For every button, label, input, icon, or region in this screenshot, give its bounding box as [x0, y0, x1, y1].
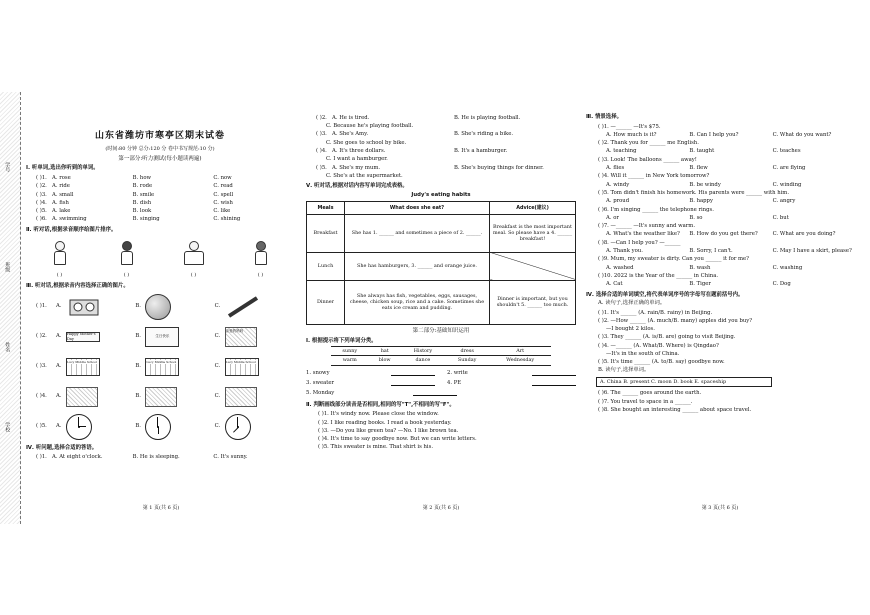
- option-b[interactable]: B. smile: [132, 191, 155, 198]
- pronunciation-question[interactable]: ( )4. It's time to say goodbye now. But we can write letters.: [318, 436, 477, 443]
- question-number: ( )1.: [36, 454, 47, 461]
- question-number: ( )2.: [316, 114, 327, 121]
- option-b[interactable]: B. It's a hamburger.: [454, 148, 508, 155]
- birthday-cake-icon[interactable]: 生日快乐: [145, 327, 179, 347]
- question-stem: ( )3. Look! The balloons ______ away!: [598, 156, 697, 163]
- picture-question: [26, 412, 294, 442]
- school-building-icon[interactable]: [225, 358, 259, 376]
- options-row: [586, 197, 856, 205]
- meal-cell: Breakfast: [307, 214, 345, 252]
- page-footer: 第 2 页(共 6 页): [422, 505, 460, 511]
- options-row: [586, 131, 856, 139]
- page-2: [306, 114, 576, 526]
- option-c[interactable]: C. She's at the supermarket.: [326, 172, 403, 179]
- word-cell: Art: [489, 347, 551, 356]
- advice-cell[interactable]: Breakfast is the most important meal. So please have a 4. ______ breakfast!: [490, 214, 576, 252]
- options-row: [586, 231, 856, 239]
- option-b[interactable]: B. singing: [132, 216, 160, 223]
- option-a[interactable]: A. lake: [52, 208, 71, 215]
- eat-cell[interactable]: She has hamburgers, 3. ______ and orange juice.: [345, 252, 490, 280]
- section-heading: Ⅱ. 判断画线部分读音是否相同,相同的写"T",不相同的写"F"。: [306, 401, 455, 408]
- question-number: ( )4.: [316, 148, 327, 155]
- word-cell: hat: [369, 347, 401, 356]
- fill-question[interactable]: ( )5. It's time ______ (A. to/B. say) goodbye now.: [598, 359, 725, 366]
- classify-item: 1. snowy: [306, 370, 330, 377]
- blank-line[interactable]: [532, 381, 554, 386]
- pronunciation-question[interactable]: ( )5. This sweater is mine. That shirt is his.: [318, 444, 434, 451]
- option-label: C.: [214, 423, 221, 430]
- answer-paren[interactable]: ( ): [123, 271, 130, 278]
- option-c[interactable]: C. I want a hamburger.: [326, 156, 388, 163]
- option-b[interactable]: B. She's riding a bike.: [454, 131, 514, 138]
- blank-line[interactable]: [391, 381, 413, 386]
- girl-singing-picture: [249, 241, 273, 267]
- question-number: ( )1.: [36, 174, 47, 181]
- advice-cell-empty: [490, 252, 576, 280]
- question-row: [306, 147, 576, 155]
- question-stem: ( )1. —______ —It's $75.: [598, 123, 661, 130]
- options-row: [586, 181, 856, 189]
- classify-item: 4. PE: [447, 380, 462, 387]
- blank-line[interactable]: [413, 381, 435, 386]
- option-label: A.: [56, 303, 62, 310]
- options-row: [586, 214, 856, 222]
- option-c[interactable]: C. like: [213, 208, 231, 215]
- clock-icon[interactable]: [145, 414, 171, 440]
- question-number: ( )3.: [316, 131, 327, 138]
- col-header: Advice(建议): [490, 201, 576, 214]
- section-heading: Ⅳ. 听问题,选择合适的答语。: [26, 444, 98, 451]
- word-bank-table: [331, 346, 551, 365]
- options-row: [586, 264, 856, 272]
- option-c[interactable]: C. May I have a skirt, please?: [772, 248, 852, 255]
- clock-icon[interactable]: [66, 414, 92, 440]
- word-cell: sunny: [331, 347, 369, 356]
- school-name: Lucy Middle School: [225, 359, 256, 364]
- option-b[interactable]: B. Tiger: [689, 281, 711, 288]
- option-b[interactable]: B. how: [132, 174, 152, 181]
- answer-paren[interactable]: ( ): [257, 271, 264, 278]
- option-label: B.: [135, 333, 141, 340]
- section-heading: Ⅰ. 根据提示将下列单词分类。: [306, 337, 377, 344]
- question-row: [306, 114, 576, 122]
- advice-cell[interactable]: Dinner is important, but you shouldn't 5. ______ too much.: [490, 280, 576, 324]
- school-name: Lucy Middle School: [67, 359, 98, 364]
- section-heading: Ⅲ. 情景选择。: [586, 114, 622, 120]
- option-label: A.: [56, 393, 62, 400]
- option-b[interactable]: B. happy: [689, 198, 713, 205]
- option-c[interactable]: C. What are you doing?: [772, 231, 836, 238]
- option-a[interactable]: A. How much is it?: [606, 131, 657, 138]
- word-cell: dress: [445, 347, 489, 356]
- option-c[interactable]: C. but: [772, 214, 789, 221]
- pronunciation-question[interactable]: ( )3. —Do you like green tea? —No. I like brown tea.: [318, 427, 459, 434]
- option-a[interactable]: A. flies: [606, 165, 625, 172]
- boy-picture: [48, 241, 72, 267]
- sub-heading: B. 读句子,选择单词。: [598, 366, 650, 373]
- option-c[interactable]: C. wish: [213, 199, 233, 206]
- question-stem: ( )6. I'm singing ______ the telephone rings.: [598, 206, 714, 213]
- option-a[interactable]: A. ride: [52, 183, 70, 190]
- option-c[interactable]: C. She goes to school by bike.: [326, 139, 407, 146]
- eat-cell: She always has fish, vegetables, eggs, sausages, cheese, chicken soup, rice and a cake. Sometimes she eats ice cream and pudding.: [345, 280, 490, 324]
- option-b[interactable]: B. How do you get there?: [689, 231, 758, 238]
- letter-text: 亲爱的妈妈: [225, 328, 244, 333]
- section-heading: Ⅳ. 选择合适的单词填空,将代表单词序号的字母写在题前括号内。: [586, 291, 744, 298]
- option-label: C.: [214, 363, 221, 370]
- eating-habits-table: [306, 201, 576, 325]
- option-b[interactable]: B. rode: [132, 183, 153, 190]
- option-b[interactable]: B. She's buying things for dinner.: [454, 164, 544, 171]
- fill-question[interactable]: —It's in the south of China.: [606, 351, 680, 358]
- option-c[interactable]: C. read: [213, 183, 233, 190]
- question-number: ( )5.: [36, 423, 47, 430]
- classify-item: 2. write: [447, 370, 468, 377]
- child-arms-up-picture: [182, 241, 206, 267]
- option-a[interactable]: A. It's three dollars.: [332, 148, 386, 155]
- section-heading: Ⅱ. 听对话,根据录音顺序给图片排序。: [26, 226, 117, 233]
- option-c[interactable]: C. It's sunny.: [213, 454, 248, 461]
- word-cell: Wednesday: [489, 356, 551, 365]
- option-label: B.: [135, 303, 141, 310]
- question-row: [306, 131, 576, 139]
- question-stem: ( )7. —______ —It's sunny and warm.: [598, 223, 696, 230]
- classify-row: [306, 389, 576, 399]
- exam-meta: (时间:80 分钟 总分:120 分 卷中书写规范:10 分): [105, 146, 215, 153]
- question-row: [26, 199, 294, 207]
- girl-picture: [115, 241, 139, 267]
- question-row: [26, 207, 294, 215]
- option-a[interactable]: A. proud: [606, 198, 630, 205]
- ducks-icon[interactable]: [145, 387, 177, 407]
- meal-cell: Dinner: [307, 280, 345, 324]
- exam-title: 山东省潍坊市寒亭区期末试卷: [94, 131, 225, 141]
- question-number: ( )1.: [36, 303, 47, 310]
- blank-line[interactable]: [554, 371, 576, 376]
- recorder-icon[interactable]: [66, 294, 104, 320]
- fill-question[interactable]: ( )3. They ______ (A. is/B. are) going to visit Beijing.: [598, 334, 736, 341]
- section-heading: Ⅰ. 听单词,选出你听到的单词。: [26, 165, 99, 172]
- option-a[interactable]: A. windy: [606, 181, 630, 188]
- options-row: [586, 280, 856, 288]
- option-label: C.: [214, 303, 221, 310]
- option-a[interactable]: A. teaching: [606, 148, 637, 155]
- picture-question: [26, 322, 294, 352]
- school-name: Lucy Middle School: [146, 359, 177, 364]
- blank-line[interactable]: [413, 371, 435, 376]
- fill-question[interactable]: ( )6. The ______ goes around the earth.: [598, 390, 702, 397]
- word-box: A. China B. present C. moon D. book E. spaceship: [596, 377, 772, 387]
- letter-icon[interactable]: [225, 327, 257, 347]
- question-number: ( )3.: [36, 363, 47, 370]
- option-label: C.: [214, 393, 221, 400]
- question-row: [26, 453, 294, 461]
- options-row: [586, 164, 856, 172]
- option-b[interactable]: B. taught: [689, 148, 715, 155]
- fill-question[interactable]: ( )2. —How ______ (A. much/B. many) apples did you buy?: [598, 317, 753, 324]
- binding-margin: [0, 92, 21, 524]
- option-c[interactable]: C. angry: [772, 198, 796, 205]
- option-label: B.: [135, 363, 141, 370]
- option-c[interactable]: C. winding: [772, 181, 802, 188]
- question-stem: ( )10. 2022 is the Year of the ______ in China.: [598, 272, 719, 279]
- pronunciation-question[interactable]: ( )1. It's windy now. Please close the window.: [318, 411, 439, 418]
- question-number: ( )3.: [36, 191, 47, 198]
- question-row: [26, 182, 294, 190]
- question-row: [306, 164, 576, 172]
- option-c[interactable]: C. now: [213, 174, 232, 181]
- option-b[interactable]: B. Can I help you?: [689, 131, 739, 138]
- answer-paren[interactable]: ( ): [56, 271, 63, 278]
- classify-item: 5. Monday: [306, 390, 335, 397]
- picture-question: [26, 382, 294, 412]
- question-stem: ( )2. Thank you for ______ me English.: [598, 140, 699, 147]
- meal-cell: Lunch: [307, 252, 345, 280]
- option-b[interactable]: B. He is playing football.: [454, 114, 521, 121]
- option-a[interactable]: A. Cat: [606, 281, 623, 288]
- page-footer: 第 3 页(共 6 页): [701, 505, 739, 511]
- question-number: ( )6.: [36, 216, 47, 223]
- part-heading: 第二部分:基础知识运用: [412, 327, 470, 334]
- section-heading: Ⅴ. 听对话,根据对话内容写单词完成表格。: [306, 183, 408, 190]
- page-footer: 第 1 页(共 6 页): [142, 505, 180, 511]
- table-caption: Judy's eating habits: [411, 192, 471, 199]
- options-row: [586, 148, 856, 156]
- margin-label-name: 姓名: [4, 342, 11, 352]
- mothers-day-card-icon[interactable]: Happy Mother's Day: [66, 332, 100, 342]
- option-b[interactable]: B. be windy: [689, 181, 721, 188]
- option-a[interactable]: A. washed: [606, 264, 634, 271]
- chicks-icon[interactable]: [225, 387, 257, 407]
- option-c[interactable]: C. are flying: [772, 165, 806, 172]
- page-3: [586, 114, 856, 526]
- option-label: A.: [56, 363, 62, 370]
- question-stem: ( )5. Tom didn't finish his homework. His parents were ______ with him.: [598, 189, 790, 196]
- option-label: B.: [135, 423, 141, 430]
- option-b[interactable]: B. He is sleeping.: [132, 454, 180, 461]
- option-label: A.: [56, 333, 62, 340]
- question-stem: ( )9. Mum, my sweater is dirty. Can you ______ it for me?: [598, 256, 750, 263]
- picture-row: [26, 236, 294, 272]
- classify-row: [306, 369, 576, 379]
- option-a[interactable]: A. She's my mum.: [332, 164, 381, 171]
- question-number: ( )5.: [36, 208, 47, 215]
- option-c[interactable]: C. shining: [213, 216, 241, 223]
- option-a[interactable]: A. swimming: [52, 216, 87, 223]
- margin-label-school: 学校: [4, 422, 11, 432]
- word-cell: History: [401, 347, 445, 356]
- option-a[interactable]: A. What's the weather like?: [606, 231, 680, 238]
- pronunciation-question[interactable]: ( )2. I like reading books. I read a book yesterday.: [318, 419, 452, 426]
- option-a[interactable]: A. rose: [52, 174, 71, 181]
- option-b[interactable]: B. flew: [689, 165, 708, 172]
- option-c[interactable]: C. Because he's playing football.: [326, 123, 414, 130]
- margin-label-id: 学号: [4, 162, 11, 172]
- classify-row: [306, 379, 576, 389]
- school-building-icon[interactable]: [145, 358, 179, 376]
- option-label: A.: [56, 423, 62, 430]
- col-header: What does she eat?: [345, 201, 490, 214]
- question-number: ( )4.: [36, 199, 47, 206]
- option-label: B.: [135, 393, 141, 400]
- fill-question[interactable]: ( )4. —______ (A. What/B. Where) is Qingdao?: [598, 342, 719, 349]
- ball-icon[interactable]: [145, 294, 171, 320]
- option-a[interactable]: A. or: [606, 214, 619, 221]
- options-row: [586, 247, 856, 255]
- blank-line[interactable]: [554, 381, 576, 386]
- school-building-icon[interactable]: [66, 358, 100, 376]
- eat-cell[interactable]: She has 1. ______ and sometimes a piece of 2. ______.: [345, 214, 490, 252]
- fill-question[interactable]: ( )1. It's ______ (A. rain/B. rainy) in Beijing.: [598, 309, 713, 316]
- option-b[interactable]: B. dish: [132, 199, 152, 206]
- question-number: ( )2.: [36, 333, 47, 340]
- word-cell: Sunday: [445, 356, 489, 365]
- option-a[interactable]: A. He is tired.: [332, 114, 370, 121]
- fill-question[interactable]: ( )7. You travel to space in a ______.: [598, 398, 693, 405]
- option-b[interactable]: B. so: [689, 214, 703, 221]
- question-stem: ( )4. Will it ______ in New York tomorrow?: [598, 173, 710, 180]
- fishing-scene-icon[interactable]: [66, 387, 98, 407]
- option-a[interactable]: A. At eight o'clock.: [52, 454, 103, 461]
- option-b[interactable]: B. look: [132, 208, 152, 215]
- question-number: ( )5.: [316, 164, 327, 171]
- option-a[interactable]: A. small: [52, 191, 74, 198]
- option-label: C.: [214, 333, 221, 340]
- margin-label-class: 班级: [4, 262, 11, 272]
- blank-line[interactable]: [391, 371, 413, 376]
- option-c[interactable]: C. spell: [213, 191, 234, 198]
- blank-line[interactable]: [532, 371, 554, 376]
- question-number: ( )2.: [36, 183, 47, 190]
- question-number: ( )4.: [36, 393, 47, 400]
- option-b[interactable]: B. Sorry, I can't.: [689, 248, 733, 255]
- col-header: Meals: [307, 201, 345, 214]
- pen-icon[interactable]: [225, 294, 263, 320]
- sub-heading: A. 读句子,选择正确的单词。: [598, 300, 666, 307]
- classify-item: 3. sweater: [306, 380, 335, 387]
- answer-paren[interactable]: ( ): [190, 271, 197, 278]
- picture-question: [26, 292, 294, 322]
- picture-question: [26, 352, 294, 382]
- question-stem: ( )8. —Can I help you? —______: [598, 239, 681, 246]
- option-b[interactable]: B. wash: [689, 264, 711, 271]
- option-c[interactable]: C. teaches: [772, 148, 801, 155]
- section-heading: Ⅲ. 听对话,根据录音内容选择正确的图片。: [26, 282, 129, 289]
- word-cell: blow: [369, 356, 401, 365]
- word-cell: warm: [331, 356, 369, 365]
- part-heading: 第一部分:听力测试(每小题读两遍): [118, 155, 202, 162]
- option-a[interactable]: A. She's Amy.: [332, 131, 369, 138]
- question-row: [26, 216, 294, 224]
- blank-line[interactable]: [413, 391, 435, 396]
- option-c[interactable]: C. What do you want?: [772, 131, 832, 138]
- fill-question[interactable]: ( )8. She bought an interesting ______ about space travel.: [598, 406, 752, 413]
- option-a[interactable]: A. fish: [52, 199, 69, 206]
- page-1: [26, 114, 294, 526]
- option-c[interactable]: C. washing: [772, 264, 803, 271]
- clock-icon[interactable]: [225, 414, 251, 440]
- option-a[interactable]: A. Thank you.: [606, 248, 643, 255]
- option-c[interactable]: C. Dog: [772, 281, 791, 288]
- blank-line[interactable]: [435, 391, 457, 396]
- question-row: [26, 191, 294, 199]
- fill-question[interactable]: —I bought 2 kilos.: [606, 326, 655, 333]
- question-row: [26, 174, 294, 182]
- word-cell: dance: [401, 356, 445, 365]
